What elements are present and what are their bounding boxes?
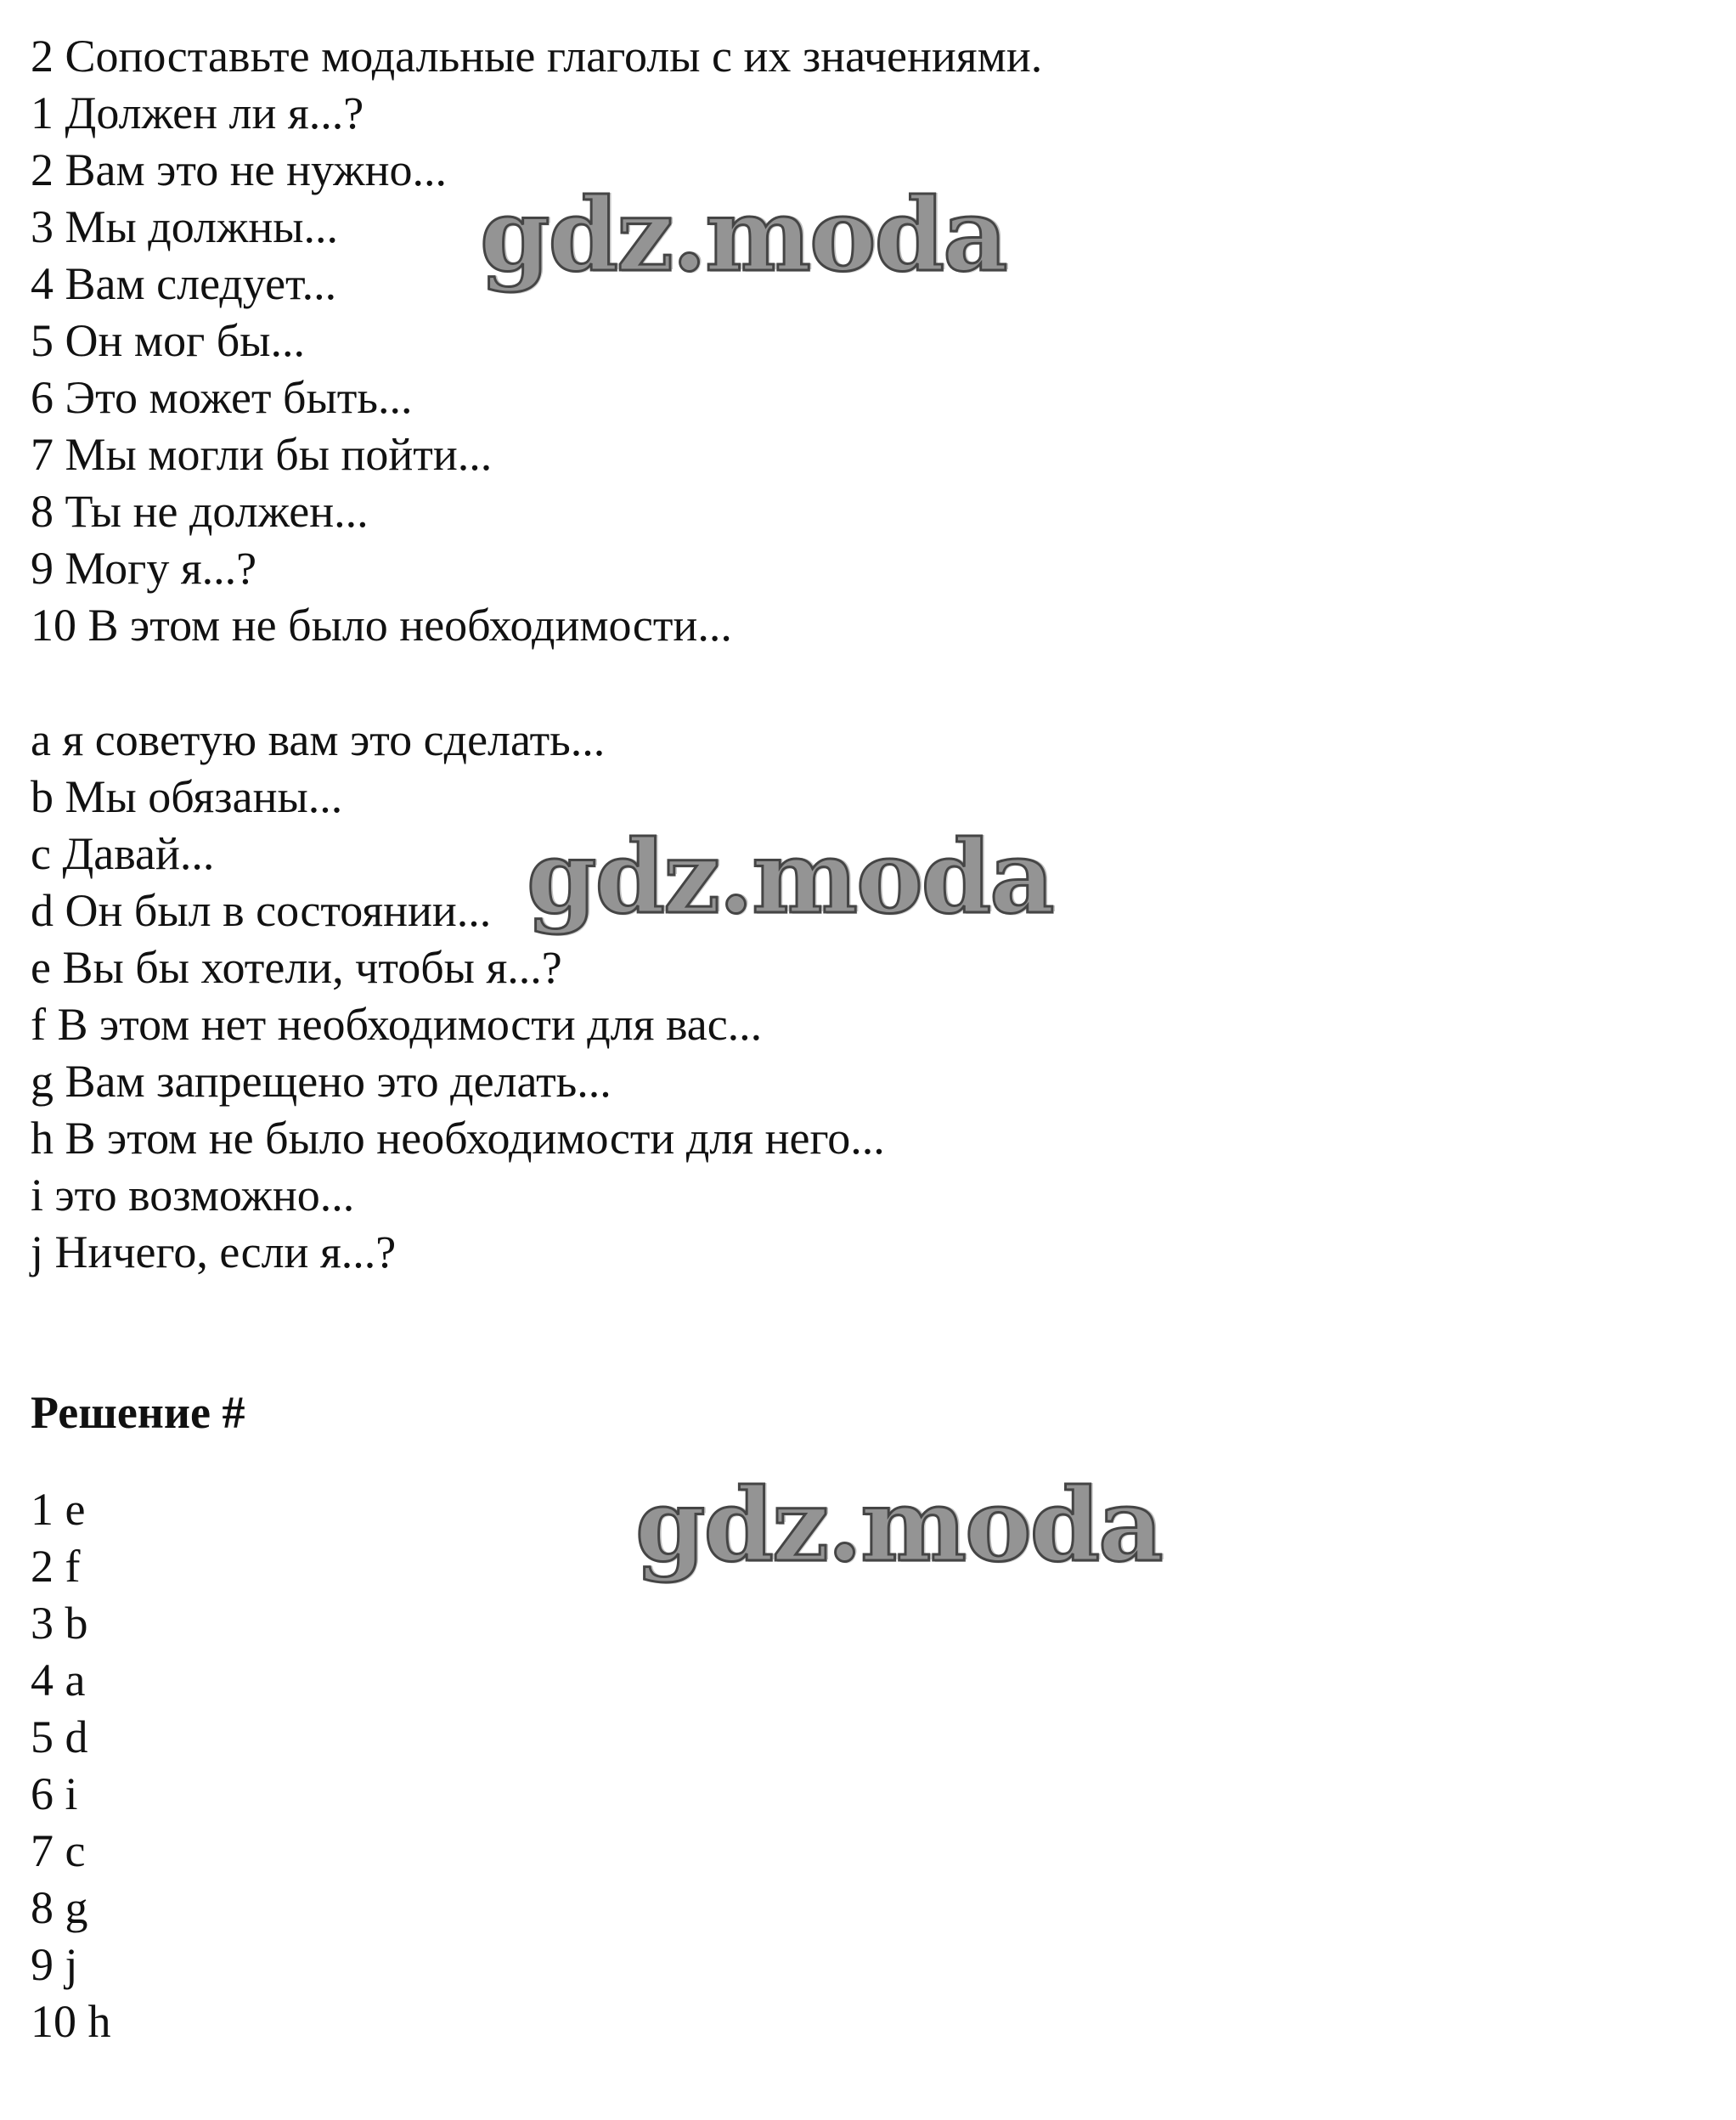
task-title: 2 Сопоставьте модальные глаголы с их значениями.: [31, 31, 1043, 82]
question-item: 3 Мы должны...: [31, 201, 338, 252]
watermark-logo: gdz.moda: [635, 1466, 1162, 1584]
question-item: 5 Он мог бы...: [31, 315, 305, 366]
answer-item: 7 c: [31, 1825, 86, 1876]
meaning-item: j Ничего, если я...?: [31, 1226, 397, 1277]
meaning-item: e Вы бы хотели, чтобы я...?: [31, 942, 562, 993]
answer-item: 4 a: [31, 1655, 86, 1706]
answer-item: 8 g: [31, 1882, 88, 1933]
answer-item: 2 f: [31, 1541, 81, 1592]
meaning-item: f В этом нет необходимости для вас...: [31, 999, 763, 1050]
meaning-item: a я советую вам это сделать...: [31, 714, 606, 765]
answer-item: 10 h: [31, 1996, 111, 2047]
watermark-logo: gdz.moda: [480, 176, 1006, 294]
meaning-item: h В этом не было необходимости для него...: [31, 1113, 885, 1164]
question-item: 7 Мы могли бы пойти...: [31, 429, 493, 480]
question-item: 2 Вам это не нужно...: [31, 144, 447, 195]
answer-item: 5 d: [31, 1711, 88, 1762]
solution-heading: Решение #: [31, 1387, 245, 1438]
meaning-item: c Давай...: [31, 828, 215, 879]
question-item: 6 Это может быть...: [31, 372, 413, 423]
question-item: 4 Вам следует...: [31, 258, 337, 309]
answer-item: 9 j: [31, 1939, 78, 1990]
answer-item: 6 i: [31, 1768, 78, 1819]
question-item: 1 Должен ли я...?: [31, 87, 364, 138]
watermark-logo: gdz.moda: [527, 818, 1053, 936]
question-item: 8 Ты не должен...: [31, 486, 369, 537]
meaning-item: b Мы обязаны...: [31, 771, 343, 822]
meaning-item: i это возможно...: [31, 1170, 355, 1221]
answer-item: 3 b: [31, 1598, 88, 1649]
answer-item: 1 e: [31, 1484, 86, 1535]
question-item: 10 В этом не было необходимости...: [31, 600, 732, 651]
meaning-item: g Вам запрещено это делать...: [31, 1056, 612, 1107]
meaning-item: d Он был в состоянии...: [31, 885, 492, 936]
question-item: 9 Могу я...?: [31, 543, 257, 594]
